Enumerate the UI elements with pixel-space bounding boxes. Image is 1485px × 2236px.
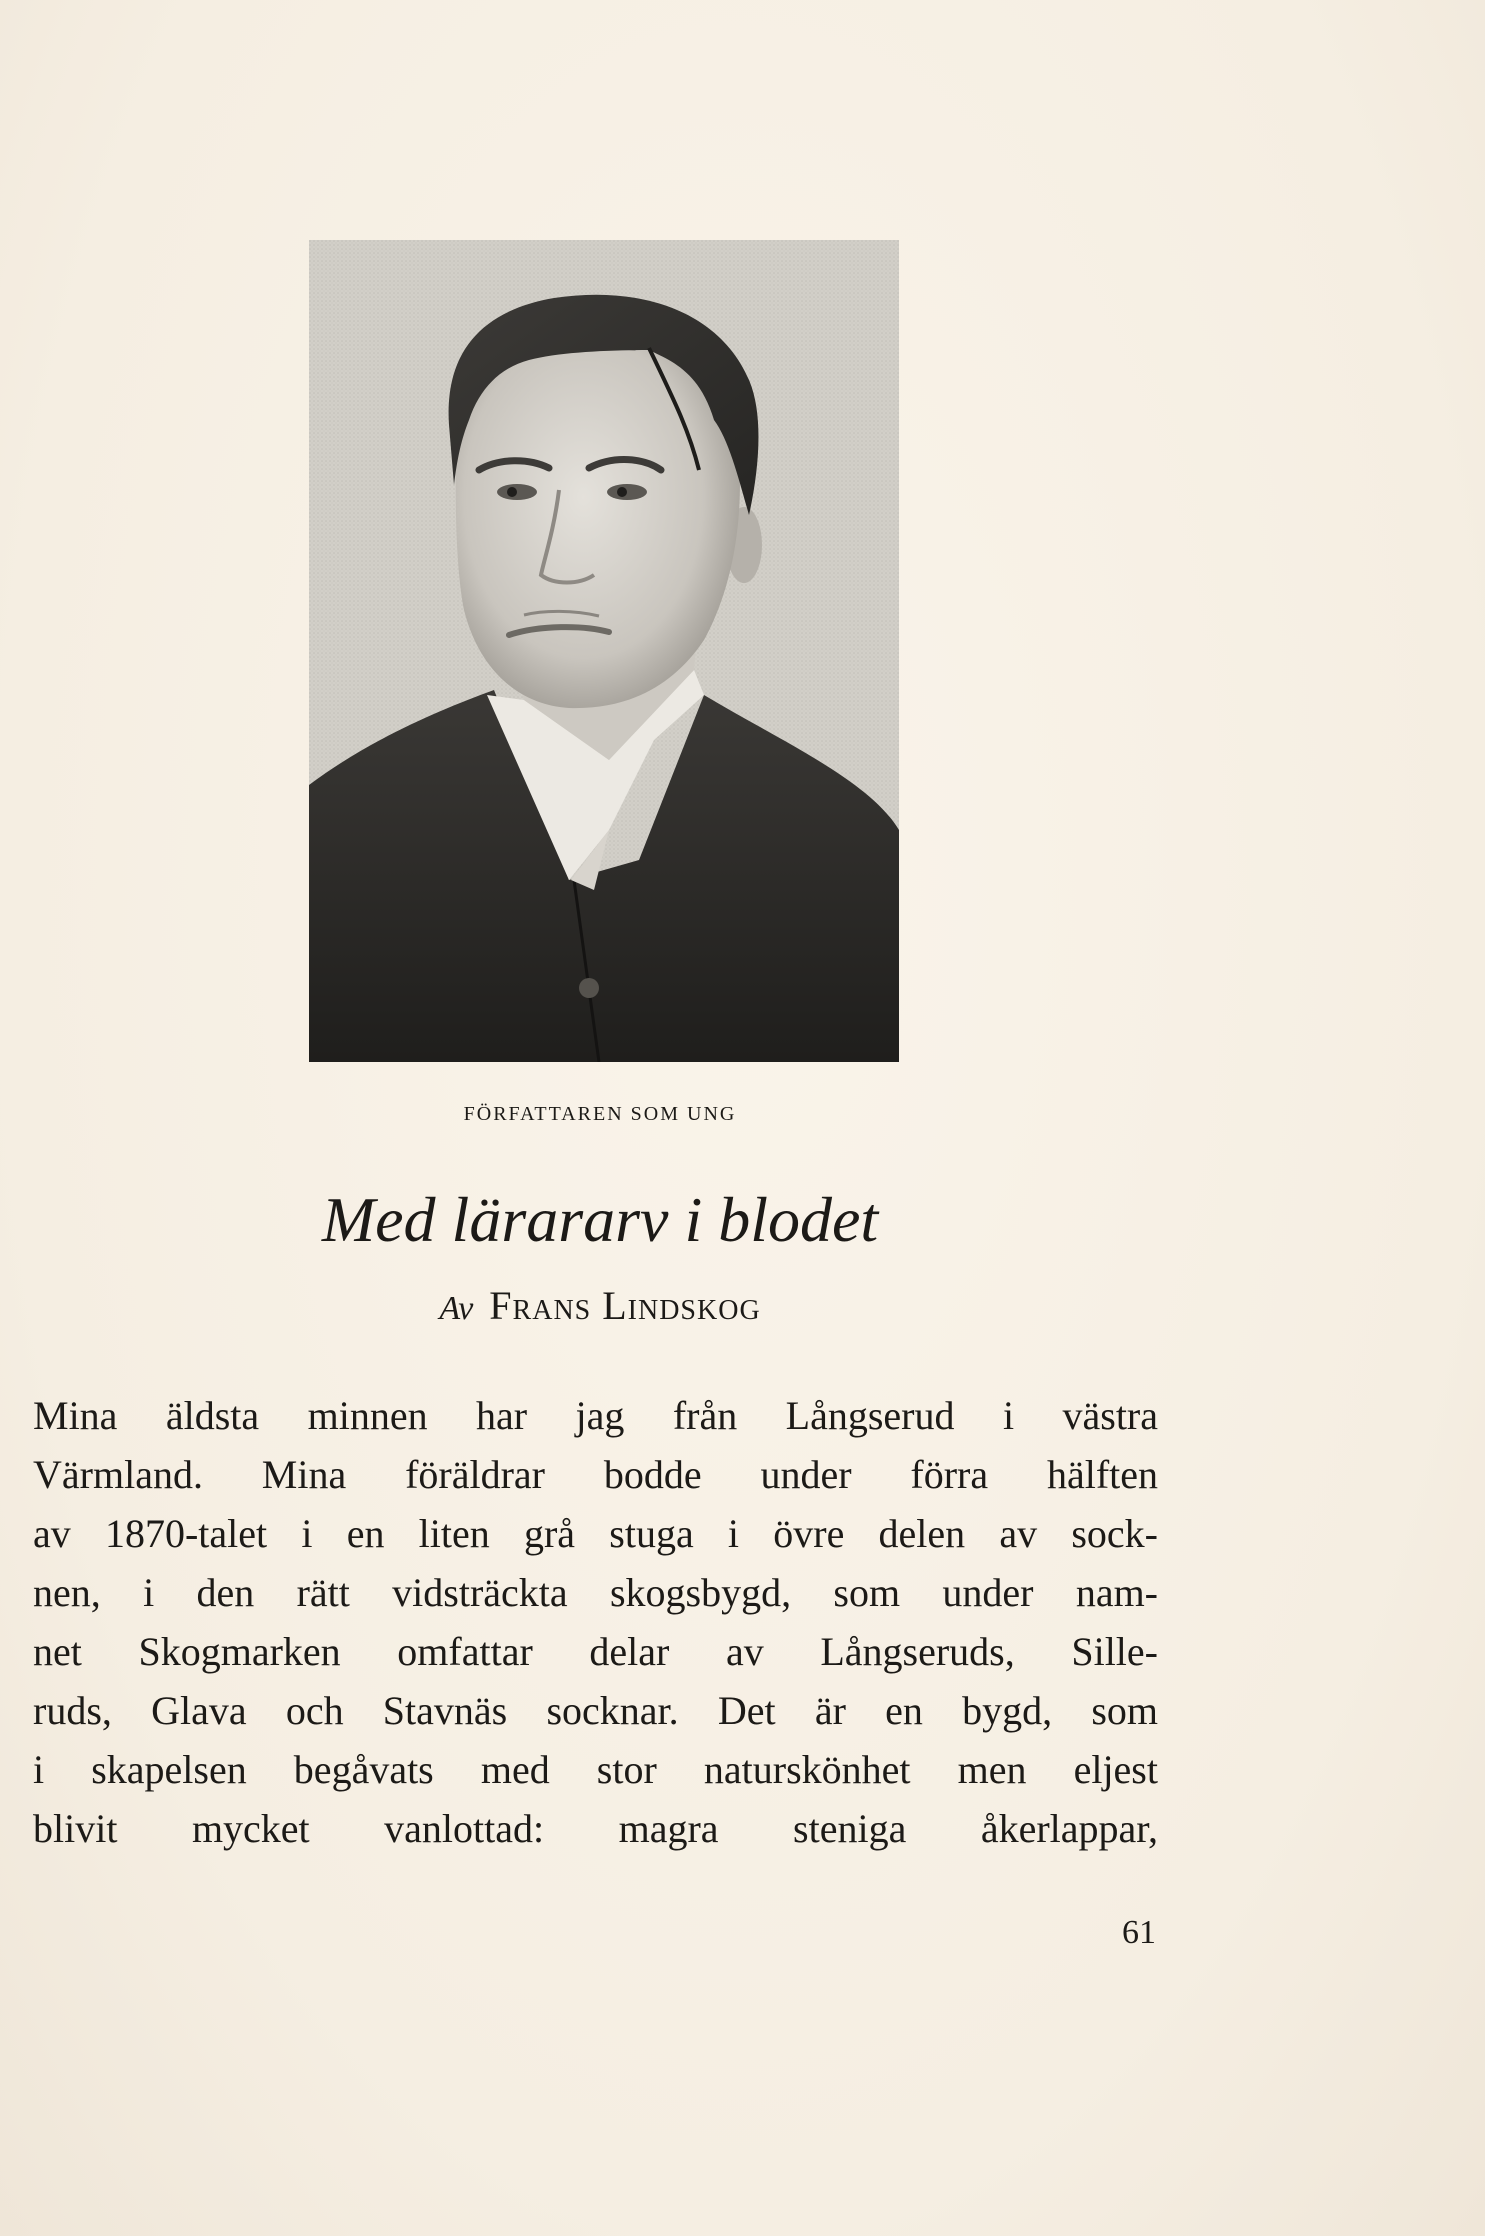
page-number: 61 — [1122, 1914, 1156, 1951]
body-paragraph — [33, 1386, 1158, 1858]
photo-caption: FÖRFATTAREN SOM UNG — [463, 1103, 737, 1125]
body-line: Värmland. Mina föräldrar bodde under förra hälften — [33, 1452, 1158, 1497]
body-line: Mina äldsta minnen har jag från Långserud i västra — [33, 1393, 1158, 1438]
body-line: nen, i den rätt vidsträckta skogsbygd, som under nam- — [33, 1570, 1158, 1615]
body-line: blivit mycket vanlottad: magra steniga åkerlappar, — [33, 1806, 1158, 1851]
body-line: ruds, Glava och Stavnäs socknar. Det är en bygd, som — [33, 1688, 1158, 1733]
author-portrait-photo — [309, 240, 899, 1062]
body-line: av 1870-talet i en liten grå stuga i övre delen av sock- — [33, 1511, 1158, 1556]
author-name: Frans Lindskog — [489, 1283, 761, 1328]
body-line: i skapelsen begåvats med stor naturskönhet men eljest — [33, 1747, 1158, 1792]
article-title: Med lärararv i blodet — [321, 1184, 879, 1255]
byline-prefix: Av — [439, 1290, 474, 1327]
byline — [0, 1283, 1200, 1328]
portrait-image — [309, 240, 899, 1062]
body-line: net Skogmarken omfattar delar av Långseruds, Sille- — [33, 1629, 1158, 1674]
